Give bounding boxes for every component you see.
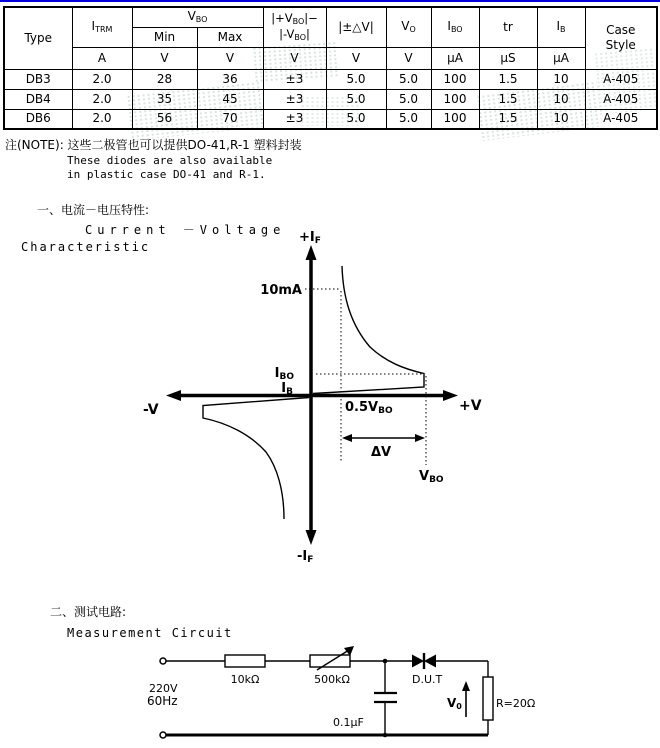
table-row: DB4 2.0 35 45 ±3 5.0 5.0 100 1.5 10 A-405 — [4, 89, 657, 109]
unit-vo: V — [386, 47, 431, 69]
label-vo: V0 — [447, 696, 462, 711]
note-line-en-1: These diodes are also available — [67, 154, 273, 167]
label-10ma: 10mA — [260, 283, 302, 298]
col-header-case-style: Case Style — [585, 7, 657, 69]
unit-itrm: A — [72, 47, 132, 69]
x-axis-arrow-right-icon — [443, 390, 458, 401]
label-load: R=20Ω — [496, 697, 536, 710]
curve-quadrant3 — [203, 398, 309, 520]
col-header-vo: $V_O$ — [386, 7, 431, 47]
col-header-vbo: $V_{BO}$ — [132, 7, 263, 27]
section2-title-en: Measurement Circuit — [67, 626, 233, 640]
label-60hz: 60Hz — [147, 694, 178, 708]
unit-ib: μA — [537, 47, 585, 69]
cell-type: DB6 — [4, 109, 72, 129]
x-axis-arrow-left-icon — [166, 390, 181, 401]
vo-arrowhead-icon — [462, 681, 470, 691]
label-plus-if: +IF — [299, 230, 321, 246]
label-ibo: IBO — [274, 366, 294, 382]
unit-vbo-max: V — [197, 47, 263, 69]
unit-tr: μS — [479, 47, 537, 69]
table-row: DB6 2.0 56 70 ±3 5.0 5.0 100 1.5 10 A-405 — [4, 109, 657, 129]
note-line-cn: 注(NOTE): 这些二极管也可以提供DO-41,R-1 塑料封装 — [5, 138, 302, 152]
potentiometer-500k — [310, 655, 350, 667]
col-header-type: Type — [4, 7, 72, 69]
col-header-ib: $I_B$ — [537, 7, 585, 47]
iv-characteristic-graph — [135, 218, 495, 568]
col-header-vbo-min: Min — [132, 27, 197, 47]
label-half-vbo: 0.5VBO — [345, 400, 393, 416]
load-resistor-20ohm — [483, 677, 493, 720]
col-header-vbo-diff: $|+V_{BO}|-$ $|-V_{BO}|$ — [263, 7, 326, 47]
label-plus-v: +V — [459, 398, 482, 414]
col-header-itrm: $I_{TRM}$ — [72, 7, 132, 47]
spec-table — [3, 6, 658, 130]
label-delta-v: ΔV — [371, 445, 392, 460]
label-minus-if: -IF — [297, 549, 314, 565]
label-10k: 10kΩ — [230, 673, 260, 686]
unit-vbo-min: V — [132, 47, 197, 69]
cell-type: DB4 — [4, 89, 72, 109]
top-accent-line — [0, 0, 660, 2]
unit-delta-v: V — [326, 47, 386, 69]
y-axis-arrow-up-icon — [306, 245, 317, 260]
diac-triangle-left-icon — [412, 655, 424, 668]
col-header-delta-v: |±△V| — [326, 7, 386, 47]
col-header-ibo: $I_{BO}$ — [431, 7, 479, 47]
label-cap: 0.1μF — [333, 716, 364, 729]
section1-title-en: Current －Voltage — [85, 223, 286, 237]
unit-ibo: μA — [431, 47, 479, 69]
input-terminal-bottom — [160, 732, 166, 738]
table-row: DB3 2.0 28 36 ±3 5.0 5.0 100 1.5 10 A-405 — [4, 69, 657, 89]
cell-type: DB3 — [4, 69, 72, 89]
section1-title-cn: 一、电流－电压特性: — [37, 203, 150, 217]
measurement-circuit-diagram — [140, 640, 545, 745]
diac-triangle-right-icon — [424, 655, 436, 668]
delta-v-arrowhead-left-icon — [342, 434, 352, 442]
label-minus-v: -V — [143, 402, 159, 418]
col-header-vbo-max: Max — [197, 27, 263, 47]
section2-title-cn: 二、测试电路: — [50, 605, 127, 619]
col-header-tr: tr — [479, 7, 537, 47]
delta-v-arrowhead-right-icon — [415, 434, 425, 442]
section1-title-en-2: Characteristic — [21, 240, 151, 254]
resistor-10k — [225, 655, 265, 667]
label-dut: D.U.T — [412, 673, 443, 686]
unit-vbo-diff: V — [263, 47, 326, 69]
label-vbo: VBO — [419, 469, 444, 485]
input-terminal-top — [160, 658, 166, 664]
label-ib: IB — [281, 381, 293, 397]
label-500k: 500kΩ — [314, 673, 350, 686]
note-line-en-2: in plastic case DO-41 and R-1. — [67, 168, 266, 181]
y-axis-arrow-down-icon — [306, 530, 317, 545]
label-220v: 220V — [149, 682, 178, 695]
